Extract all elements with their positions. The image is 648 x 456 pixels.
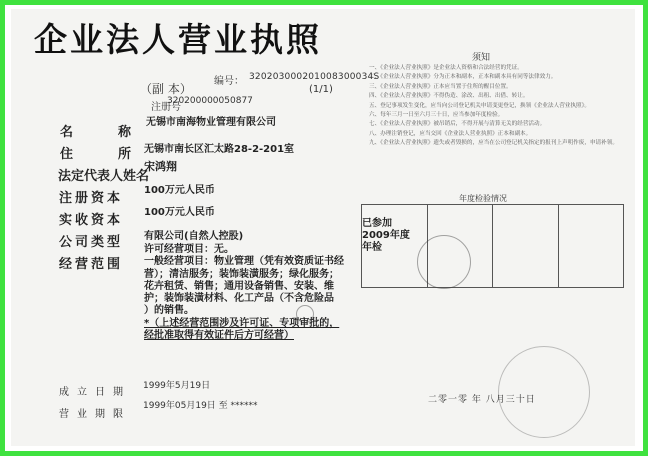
term-label: 营业期限	[59, 409, 131, 420]
page-indicator: (1/1)	[309, 84, 333, 95]
copy-label: （副 本）	[140, 82, 192, 96]
notice-item: 六、每年三月一日至六月三十日，应当参加年度检验。	[369, 112, 504, 119]
notice-item: 七、《企业法人营业执照》被吊销后，不得开展与清算无关的经营活动。	[369, 121, 546, 128]
field-label-name-char-1: 名	[60, 125, 75, 140]
registration-number: 320200000050877	[167, 96, 253, 106]
inspection-title: 年度检验情况	[459, 194, 507, 203]
field-label-legal-rep: 法定代表人姓名	[58, 169, 150, 184]
notice-list	[369, 64, 627, 149]
scope-line: 花卉租赁、销售；通用设备销售、安装、维	[144, 280, 334, 292]
field-value-name: 无锡市南海物业管理有限公司	[146, 117, 276, 128]
term-value: 1999年05月19日 至 ******	[143, 401, 258, 411]
notice-item: 二、《企业法人营业执照》分为正本和副本，正本和副本具有同等法律效力。	[369, 74, 557, 81]
notice-item: 九、《企业法人营业执照》遗失或者毁损的，应当在公司登记机关指定的报刊上声明作废，申请补领。	[369, 140, 618, 147]
scope-line: 经批准取得有效证件后方可经营）	[144, 330, 294, 342]
established-date: 1999年5月19日	[143, 381, 211, 391]
number-label: 编号：	[214, 76, 244, 87]
scope-line: 护；装饰装潢材料、化工产品（不含危险品	[144, 293, 334, 305]
number-value: 320203000201008300034S	[249, 72, 380, 82]
registration-label: 注册号	[151, 102, 181, 113]
notice-item: 三、《企业法人营业执照》正本应当置于住所的醒目位置。	[369, 83, 512, 90]
inspection-line: 2009年度	[362, 230, 410, 241]
notice-title: 须知	[472, 53, 491, 63]
scope-line: 一般经营项目：物业管理（凭有效资质证书经	[144, 256, 344, 268]
field-value-paid-capital: 100万元人民币	[144, 207, 215, 218]
field-value-legal-rep: 宋鸿翔	[144, 160, 177, 173]
notice-item: 四、《企业法人营业执照》不得伪造、涂改、出租、出借、转让。	[369, 93, 529, 100]
scope-line: 营）；清洁服务；装饰装潢服务；绿化服务；	[144, 268, 339, 280]
business-scope	[144, 244, 374, 342]
scope-line: ）的销售。	[144, 305, 194, 317]
established-label: 成立日期	[59, 387, 131, 398]
field-value-company-type: 有限公司(自然人控股)	[144, 231, 244, 242]
field-label-address	[60, 143, 132, 162]
inspection-cell	[493, 205, 559, 287]
inspection-line: 年检	[362, 242, 382, 253]
scope-line: *（上述经营范围涉及许可证、专项审批的，	[144, 317, 340, 329]
field-label-address-char-1: 住	[60, 147, 75, 162]
document-title: 企业法人营业执照	[34, 20, 322, 59]
inspection-cell	[559, 205, 624, 287]
issue-date: 二零一零 年 八月三十日	[428, 395, 536, 405]
field-label-name-char-2: 称	[117, 125, 132, 140]
notice-item: 五、登记事项发生变化，应当向公司登记机关申请变更登记，换领《企业法人营业执照》。	[369, 102, 590, 109]
field-label-paid-capital: 实收资本	[59, 213, 124, 228]
notice-item: 一、《企业法人营业执照》是企业法人资格和合法经营的凭证。	[369, 65, 523, 71]
field-label-name	[60, 121, 132, 140]
field-value-address: 无锡市南长区汇太路28-2-201室	[144, 144, 295, 155]
inspection-seal-icon	[417, 235, 471, 289]
field-label-registered-capital: 注册资本	[59, 191, 124, 206]
field-value-registered-capital: 100万元人民币	[144, 185, 215, 196]
field-label-company-type: 公司类型	[59, 235, 124, 250]
scope-line: 许可经营项目：无。	[144, 244, 234, 255]
field-label-business-scope: 经营范围	[59, 257, 124, 272]
field-label-address-char-2: 所	[117, 147, 132, 162]
notice-item: 八、办理注销登记，应当交回《企业法人营业执照》正本和副本。	[369, 130, 532, 137]
small-seal-icon	[296, 305, 314, 323]
inspection-line: 已参加	[362, 218, 392, 229]
inspection-stamp-text	[362, 218, 418, 254]
